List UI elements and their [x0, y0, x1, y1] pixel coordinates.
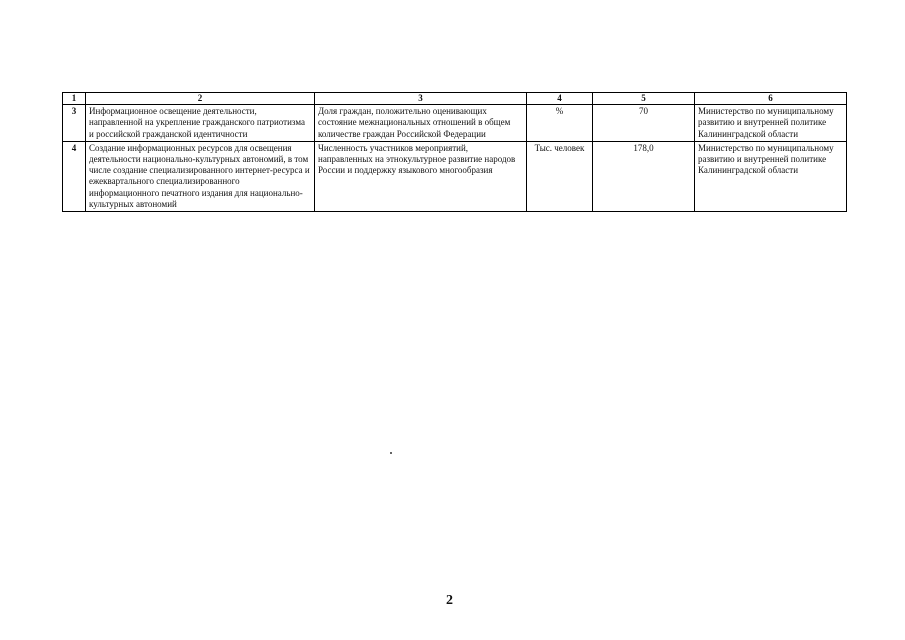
unit-cell: Тыс. человек — [527, 141, 593, 211]
value-cell: 70 — [593, 105, 695, 142]
table-header-row — [63, 93, 847, 105]
indicator-cell: Численность участников мероприятий, направленных на этнокультурное развитие народов России и поддержку языкового многообразия — [315, 141, 527, 211]
table-row — [63, 141, 847, 211]
page-number: 2 — [446, 593, 453, 608]
row-number: 3 — [63, 105, 86, 142]
value-cell: 178,0 — [593, 141, 695, 211]
activity-cell: Создание информационных ресурсов для освещения деятельности национально-культурных автономий, в том числе создание специализированного интернет-ресурса и ежеквартального специализированного информационного печатного издания для национально-культурных автономий — [86, 141, 315, 211]
indicators-table — [62, 92, 847, 212]
header-col-6: 6 — [695, 93, 847, 105]
table-row — [63, 105, 847, 142]
unit-cell: % — [527, 105, 593, 142]
header-col-5: 5 — [593, 93, 695, 105]
responsible-cell: Министерство по муниципальному развитию и внутренней политике Калининградской области — [695, 141, 847, 211]
row-number: 4 — [63, 141, 86, 211]
header-col-4: 4 — [527, 93, 593, 105]
header-col-2: 2 — [86, 93, 315, 105]
header-col-1: 1 — [63, 93, 86, 105]
responsible-cell: Министерство по муниципальному развитию и внутренней политике Калининградской области — [695, 105, 847, 142]
header-col-3: 3 — [315, 93, 527, 105]
indicator-cell: Доля граждан, положительно оценивающих состояние межнациональных отношений в общем количестве граждан Российской Федерации — [315, 105, 527, 142]
stray-mark — [390, 452, 392, 454]
activity-cell: Информационное освещение деятельности, направленной на укрепление гражданского патриотизма и российской гражданской идентичности — [86, 105, 315, 142]
